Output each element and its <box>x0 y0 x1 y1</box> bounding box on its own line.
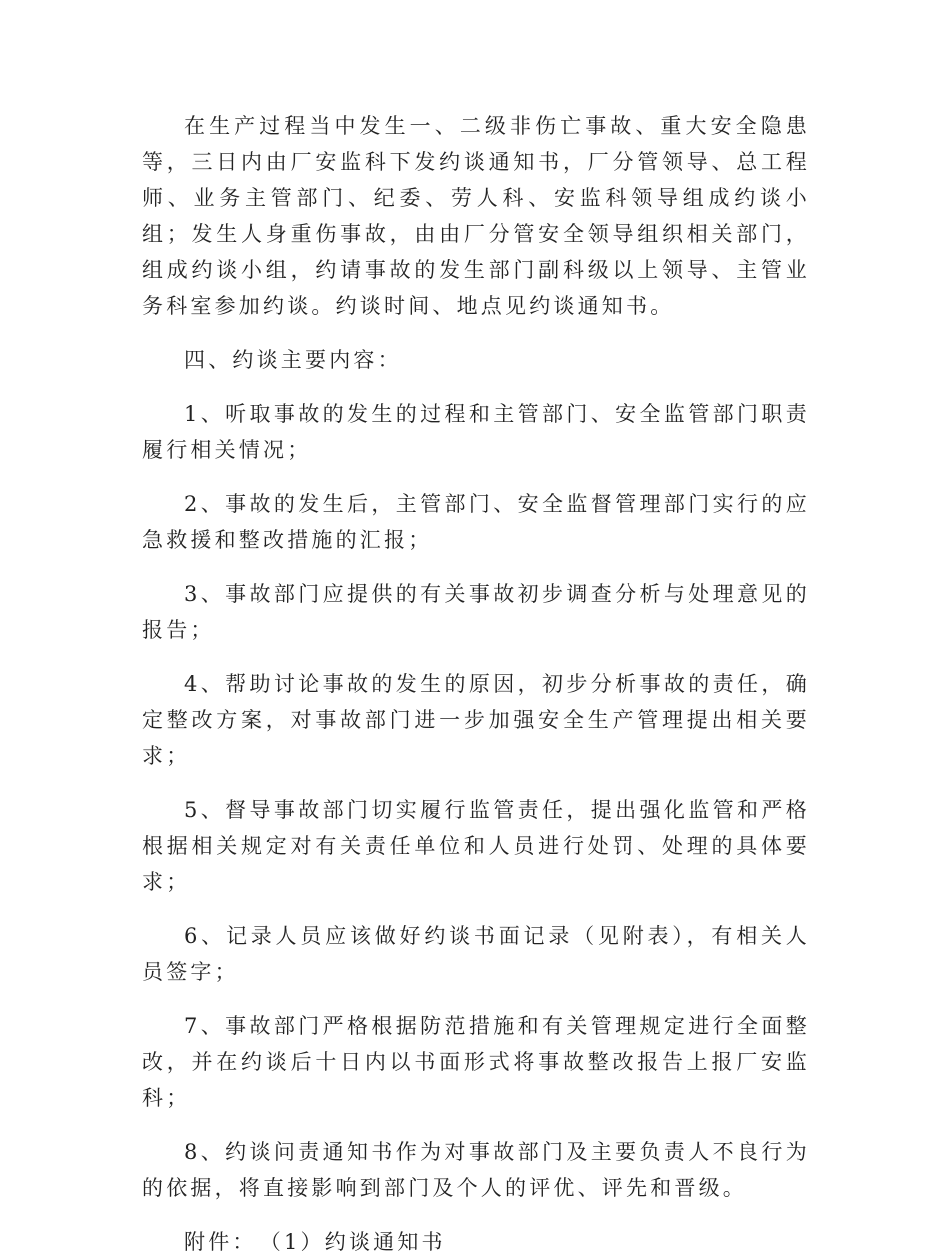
section-heading: 四、约谈主要内容： <box>184 348 402 372</box>
list-item: 1、听取事故的发生的过程和主管部门、安全监管部门职责履行相关情况； <box>142 402 810 462</box>
list-item: 8、约谈问责通知书作为对事故部门及主要负责人不良行为的依据，将直接影响到部门及个人的评优、评先和晋级。 <box>142 1140 810 1200</box>
attachment-line: 附件： （1）约谈通知书 <box>184 1230 446 1254</box>
list-item: 4、帮助讨论事故的发生的原因，初步分析事故的责任，确定整改方案，对事故部门进一步加强安全生产管理提出相关要求； <box>142 672 810 768</box>
list-item: 7、事故部门严格根据防范措施和有关管理规定进行全面整改，并在约谈后十日内以书面形式将事故整改报告上报厂安监科； <box>142 1014 810 1110</box>
paragraph-intro: 在生产过程当中发生一、二级非伤亡事故、重大安全隐患等，三日内由厂安监科下发约谈通知书，厂分管领导、总工程师、业务主管部门、纪委、劳人科、安监科领导组成约谈小组；发生人身重伤事故，由由厂分管安全领导组织相关部门，组成约谈小组，约请事故的发生部门副科级以上领导、主管业务科室参加约谈。约谈时间、地点见约谈通知书。 <box>142 114 810 318</box>
list-item: 5、督导事故部门切实履行监管责任，提出强化监管和严格根据相关规定对有关责任单位和人员进行处罚、处理的具体要求； <box>142 798 810 894</box>
document-body <box>142 108 810 1260</box>
list-item: 3、事故部门应提供的有关事故初步调查分析与处理意见的报告； <box>142 582 810 642</box>
list-item: 6、记录人员应该做好约谈书面记录（见附表），有相关人员签字； <box>142 924 810 984</box>
list-item: 2、事故的发生后，主管部门、安全监督管理部门实行的应急救援和整改措施的汇报； <box>142 492 810 552</box>
